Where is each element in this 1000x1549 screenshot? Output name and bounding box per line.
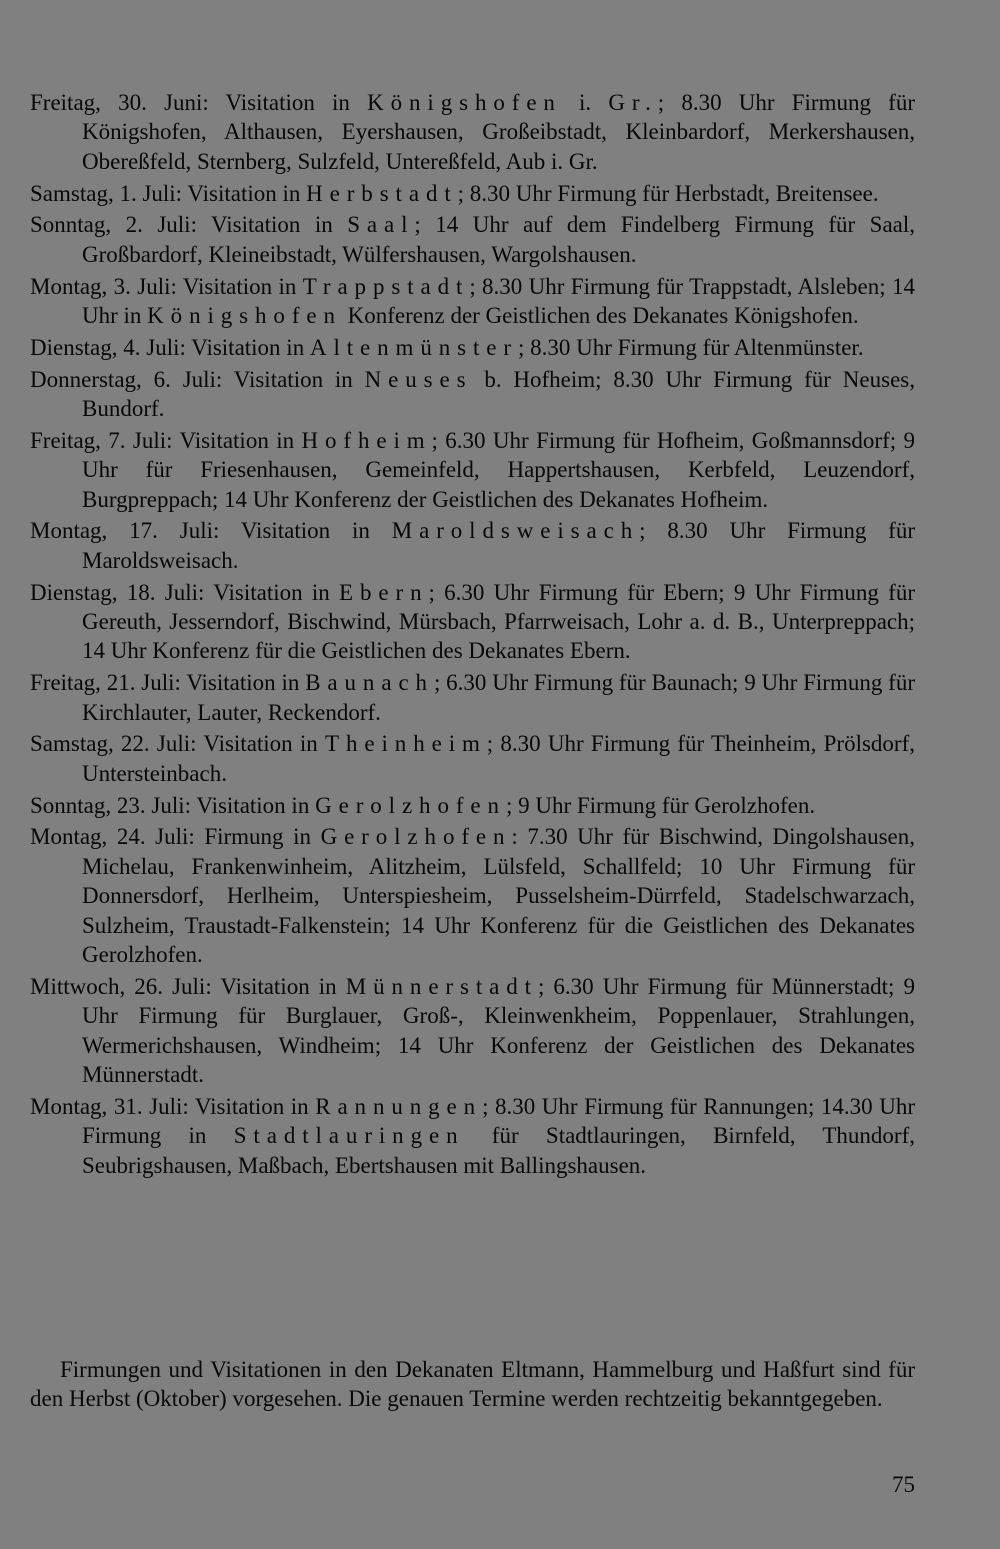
entry-text: ; 6.30 Uhr Firmung für Hofheim, Goßmannsdorf; 9 Uhr für Friesenhausen, Gemeinfeld, Happertshausen, Kerbfeld, Leuzendorf, Burgpreppach; 14 Uhr Konferenz der Geistlichen des Dekanates Hofheim. — [82, 427, 915, 512]
entry-text: Freitag, 7. Juli: Visitation in — [30, 427, 302, 453]
schedule-entry — [30, 822, 915, 969]
schedule-entry — [30, 88, 915, 176]
entry-text: i. — [561, 90, 609, 115]
entry-text: Sonntag, 23. Juli: Visitation in — [30, 792, 316, 818]
entry-text: ; 8.30 Uhr Firmung für Trappstadt, Alsleben; 14 Uhr in — [82, 273, 915, 329]
entry-text: Konferenz der Geistlichen des Dekanates Königshofen. — [341, 303, 859, 329]
place-name-emphasized: Königshofen — [367, 90, 562, 115]
place-name-emphasized: Theinheim — [325, 731, 487, 757]
entry-text: Freitag, 21. Juli: Visitation in — [30, 670, 306, 696]
place-name-emphasized: Herbstadt — [306, 180, 458, 206]
schedule-entry — [30, 729, 915, 788]
schedule-entry — [30, 791, 915, 820]
schedule-entry — [30, 365, 915, 424]
entry-text: Montag, 3. Juli: Visitation in — [30, 273, 303, 299]
entry-text: Dienstag, 4. Juli: Visitation in — [30, 334, 310, 360]
entry-text: ; 6.30 Uhr Firmung für Ebern; 9 Uhr Firmung für Gereuth, Jesserndorf, Bischwind, Mürsbach, Pfarrweisach, Lohr a. d. B., Unterpreppach; 14 Uhr Konferenz für die Geistlichen des Dekanates Ebern. — [82, 579, 915, 664]
entry-text: ; 6.30 Uhr Firmung für Baunach; 9 Uhr Firmung für Kirchlauter, Lauter, Reckendorf. — [82, 670, 915, 725]
entry-text: : 7.30 Uhr für Bischwind, Dingolshausen, Michelau, Frankenwinheim, Alitzheim, Lülsfeld, Schallfeld; 10 Uhr Firmung für Donnersdorf, Herlheim, Unterspiesheim, Pusselsheim-Dürrfeld, Stadelschwarzach, Sulzheim, Traustadt-Falkenstein; 14 Uhr Konferenz für die Geistlichen des Dekanates Gerolzhofen. — [82, 824, 916, 968]
place-name-emphasized: Münnerstadt — [345, 973, 538, 999]
place-name-emphasized: Gr. — [608, 90, 658, 115]
schedule-entry — [30, 972, 915, 1090]
schedule-entry — [30, 272, 915, 331]
entry-text: Montag, 31. Juli: Visitation in — [30, 1093, 316, 1119]
entry-text: ; 9 Uhr Firmung für Gerolzhofen. — [505, 792, 816, 818]
place-name-emphasized: Königshofen — [147, 303, 342, 329]
entry-text: b. Hofheim; 8.30 Uhr Firmung für Neuses, Bundorf. — [82, 366, 915, 422]
entry-text: Montag, 17. Juli: Visitation in — [30, 518, 392, 544]
entry-text: ; 8.30 Uhr Firmung für Königshofen, Althausen, Eyershausen, Großeibstadt, Kleinbardorf, Merkershausen, Obereßfeld, Sternberg, Sulzfeld, Untereßfeld, Aub i. Gr. — [82, 90, 915, 174]
entry-text: ; 8.30 Uhr Firmung für Theinheim, Prölsdorf, Untersteinbach. — [82, 731, 915, 786]
entry-text: Dienstag, 18. Juli: Visitation in — [30, 579, 340, 605]
place-name-emphasized: Hofheim — [301, 427, 432, 453]
schedule-entry — [30, 516, 915, 575]
page-number: 75 — [892, 1472, 915, 1497]
entry-text: Donnerstag, 6. Juli: Visitation in — [30, 366, 365, 392]
schedule-entry — [30, 668, 915, 727]
entry-text: Samstag, 22. Juli: Visitation in — [30, 731, 326, 757]
entry-text: ; 8.30 Uhr Firmung für Rannungen; 14.30 Uhr Firmung in — [82, 1093, 915, 1149]
schedule-entry — [30, 578, 915, 666]
place-name-emphasized: Gerolzhofen — [320, 824, 512, 850]
place-name-emphasized: Maroldsweisach — [391, 518, 640, 544]
schedule-entry — [30, 333, 915, 362]
entry-text: Samstag, 1. Juli: Visitation in — [30, 180, 307, 206]
entry-text: ; 6.30 Uhr Firmung für Münnerstadt; 9 Uhr Firmung für Burglauer, Groß-, Kleinwenkheim, Poppenlauer, Strahlungen, Wermerichshausen, Windheim; 14 Uhr Konferenz der Geistlichen des Dekanates Münnerstadt. — [82, 973, 916, 1088]
entry-text: ; 14 Uhr auf dem Findelberg Firmung für Saal, Großbardorf, Kleineibstadt, Wülfershausen, Wargolshausen. — [82, 212, 915, 267]
entry-text: ; 8.30 Uhr Firmung für Herbstadt, Breitensee. — [457, 180, 879, 206]
place-name-emphasized: Baunach — [305, 670, 434, 696]
place-name-emphasized: Trappstadt — [302, 273, 470, 299]
place-name-emphasized: Neuses — [364, 366, 473, 392]
place-name-emphasized: Gerolzhofen — [315, 792, 506, 818]
place-name-emphasized: Saal — [347, 212, 415, 238]
closing-note: Firmungen und Visitationen in den Dekanaten Eltmann, Hammelburg und Haßfurt sind für den Herbst (Oktober) vorgesehen. Die genauen Termine werden rechtzeitig bekanntgegeben. — [30, 1357, 915, 1412]
schedule-entry — [30, 179, 915, 208]
entry-text: für Stadtlauringen, Birnfeld, Thundorf, Seubrigshausen, Maßbach, Ebertshausen mit Ballingshausen. — [82, 1123, 915, 1178]
visitation-schedule — [30, 88, 915, 1182]
place-name-emphasized: Altenmünster — [309, 334, 518, 360]
entry-text: ; 8.30 Uhr Firmung für Maroldsweisach. — [82, 518, 915, 573]
place-name-emphasized: Rannungen — [315, 1093, 483, 1119]
schedule-entry — [30, 426, 915, 514]
entry-text: Mittwoch, 26. Juli: Visitation in — [30, 973, 346, 999]
entry-text: Montag, 24. Juli: Firmung in — [30, 824, 321, 850]
entry-text: Sonntag, 2. Juli: Visitation in — [30, 212, 348, 238]
entry-text: ; 8.30 Uhr Firmung für Altenmünster. — [517, 334, 864, 360]
place-name-emphasized: Ebern — [339, 579, 429, 605]
entry-text: Freitag, 30. Juni: Visitation in — [30, 90, 368, 115]
place-name-emphasized: Stadtlauringen — [233, 1123, 465, 1149]
schedule-entry — [30, 210, 915, 269]
schedule-entry — [30, 1092, 915, 1180]
